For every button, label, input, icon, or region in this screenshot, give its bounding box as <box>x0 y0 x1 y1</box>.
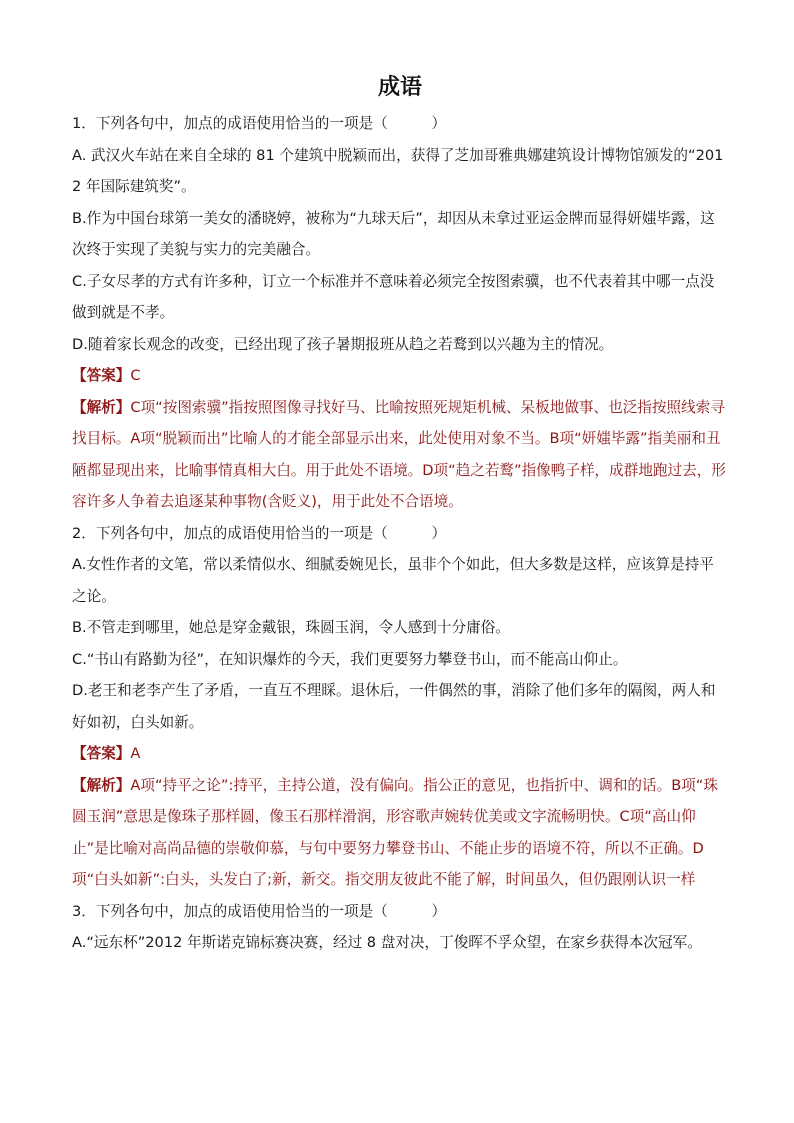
question-stem: 1．下列各句中，加点的成语使用恰当的一项是（ ） <box>72 115 447 132</box>
option-b: B.不管走到哪里，她总是穿金戴银，珠圆玉润，令人感到十分庸俗。 <box>72 619 510 636</box>
option-b: B.作为中国台球第一美女的潘晓婷，被称为“九球天后”，却因从未拿过亚运金牌而显得妍媸毕露，这次终于实现了美貌与实力的完美融合。 <box>72 209 715 258</box>
analysis-label: 【解析】 <box>72 398 131 416</box>
answer-label: 【答案】 <box>72 745 131 762</box>
analysis-line <box>72 770 728 896</box>
option-c: C.“书山有路勤为径”，在知识爆炸的今天，我们更要努力攀登书山，而不能高山仰止。 <box>72 650 628 668</box>
question-1 <box>72 108 728 518</box>
option-a: A.女性作者的文笔，常以柔情似水、细腻委婉见长，虽非个个如此，但大多数是这样，应该算是持平之论。 <box>72 556 714 605</box>
option-d: D.老王和老李产生了矛盾，一直互不理睬。退休后，一件偶然的事，消除了他们多年的隔阂，两人和好如初，白头如新。 <box>72 682 716 731</box>
option-a: A. 武汉火车站在来自全球的 81 个建筑中脱颖而出，获得了芝加哥雅典娜建筑设计博物馆颁发的“2012 年国际建筑奖”。 <box>72 146 724 195</box>
option-a: A.“远东杯”2012 年斯诺克锦标赛决赛，经过 8 盘对决，丁俊晖不孚众望，在家乡获得本次冠军。 <box>72 934 702 951</box>
analysis-label: 【解析】 <box>72 776 131 794</box>
page-title: 成语 <box>377 75 422 100</box>
answer-line <box>72 360 728 392</box>
analysis-line <box>72 392 728 518</box>
document-page <box>72 72 728 959</box>
question-2 <box>72 518 728 896</box>
answer-label: 【答案】 <box>72 367 131 384</box>
answer-value: A <box>130 745 141 762</box>
answer-line <box>72 738 728 770</box>
question-3 <box>72 896 728 959</box>
question-stem: 3．下列各句中，加点的成语使用恰当的一项是（ ） <box>72 902 447 920</box>
option-d: D.随着家长观念的改变，已经出现了孩子暑期报班从趋之若鹜到以兴趣为主的情况。 <box>72 335 614 353</box>
analysis-text: C项“按图索骥”指按照图像寻找好马、比喻按照死规矩机械、呆板地做事、也泛指按照线索寻找目标。A项“脱颖而出”比喻人的才能全部显示出来，此处使用对象不当。B项“妍媸毕露”指美丽和丑陋都显现出来，比喻事情真相大白。用于此处不语境。D项“趋之若鹜”指像鸭子样，成群地跑过去，形容许多人争着去追逐某种事物(含贬义)，用于此处不合语境。 <box>72 398 726 510</box>
question-stem: 2．下列各句中，加点的成语使用恰当的一项是（ ） <box>72 524 447 542</box>
option-c: C.子女尽孝的方式有许多种，订立一个标准并不意味着必须完全按图索骥，也不代表着其中哪一点没做到就是不孝。 <box>72 272 715 321</box>
answer-value: C <box>130 367 141 384</box>
analysis-text: A项“持平之论”:持平，主持公道，没有偏向。指公正的意见，也指折中、调和的话。B项“珠圆玉润”意思是像珠子那样圆，像玉石那样滑润，形容歌声婉转优美或文字流畅明快。C项“高山仰止”是比喻对高尚品德的崇敬仰慕，与句中要努力攀登书山、不能止步的语境不符，所以不正确。D项“白头如新”:白头，头发白了;新，新交。指交朋友彼此不能了解，时间虽久，但仍跟刚认识一样 <box>72 776 718 888</box>
